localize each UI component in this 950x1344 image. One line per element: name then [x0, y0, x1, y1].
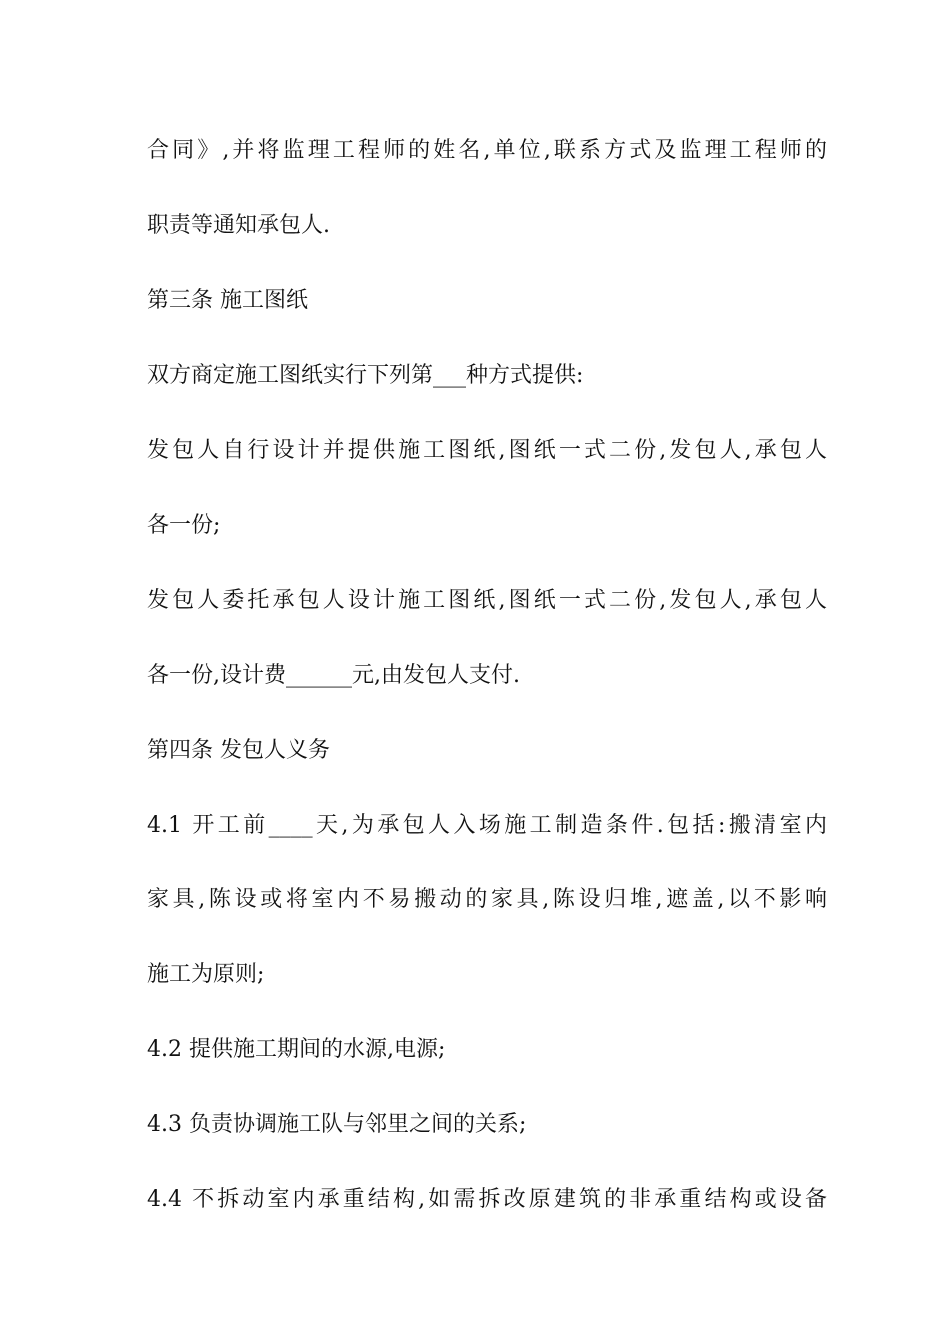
- contract-line-5: 发包人自行设计并提供施工图纸,图纸一式二份,发包人,承包人: [147, 438, 827, 463]
- contract-line-14: 4.3 负责协调施工队与邻里之间的关系;: [147, 1112, 527, 1137]
- contract-line-13: 4.2 提供施工期间的水源,电源;: [147, 1037, 446, 1062]
- contract-line-15: 4.4 不拆动室内承重结构,如需拆改原建筑的非承重结构或设备: [147, 1187, 827, 1212]
- contract-line-4: 双方商定施工图纸实行下列第___种方式提供:: [147, 363, 584, 388]
- contract-line-6: 各一份;: [147, 513, 221, 538]
- contract-line-12: 施工为原则;: [147, 962, 265, 987]
- contract-line-2: 职责等通知承包人.: [147, 213, 330, 238]
- contract-line-10: 4.1 开工前____天,为承包人入场施工制造条件.包括:搬清室内: [147, 813, 827, 838]
- contract-line-7: 发包人委托承包人设计施工图纸,图纸一式二份,发包人,承包人: [147, 588, 827, 613]
- contract-line-1: 合同》,并将监理工程师的姓名,单位,联系方式及监理工程师的: [147, 138, 827, 163]
- contract-line-8: 各一份,设计费______元,由发包人支付.: [147, 663, 520, 688]
- section-heading-article-4: 第四条 发包人义务: [147, 738, 330, 763]
- contract-line-11: 家具,陈设或将室内不易搬动的家具,陈设归堆,遮盖,以不影响: [147, 887, 827, 912]
- section-heading-article-3: 第三条 施工图纸: [147, 288, 308, 313]
